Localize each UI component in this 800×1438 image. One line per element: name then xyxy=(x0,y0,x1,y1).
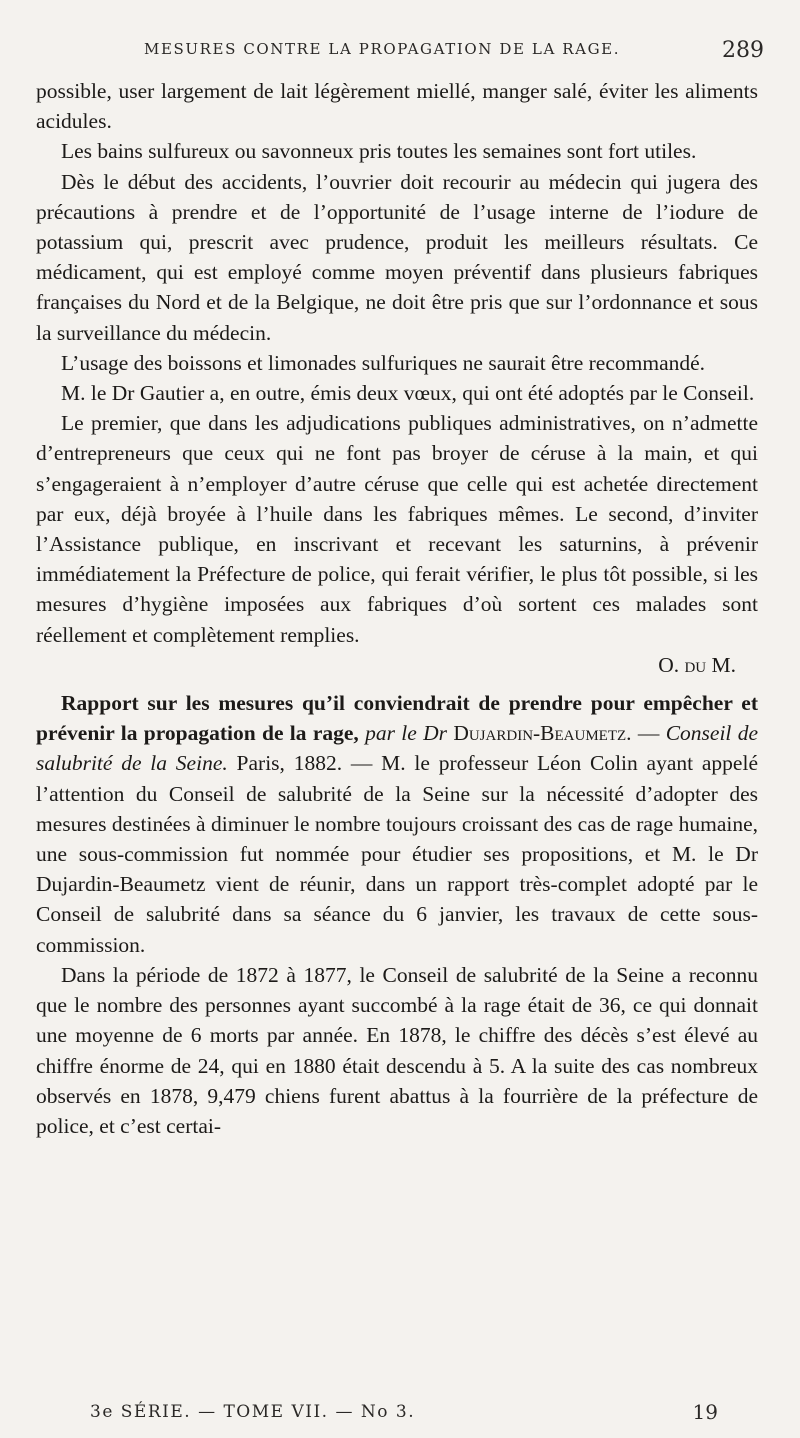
paragraph: Dans la période de 1872 à 1877, le Conseil de salubrité de la Seine a reconnu que le nombre des personnes ayant succombé à la rage était de 36, ce qui donnait une moyenne de 6 morts par année. En 1878, le chiffre des décès s’est élevé au chiffre énorme de 24, qui en 1880 était descendu à 5. A la suite des cas nombreux observés en 1878, 9,479 chiens furent abattus à la fourrière de la préfecture de police, et c’est certai- xyxy=(36,962,758,1138)
report-heading-paragraph xyxy=(36,688,758,960)
paragraph: Dès le début des accidents, l’ouvrier doit recourir au médecin qui jugera des précautions à prendre et de l’opportunité de l’usage interne de l’iodure de potassium qui, prescrit avec prudence, produit les meilleurs résultats. Ce médicament, qui est employé comme moyen préventif dans plusieurs fabriques françaises du Nord et de la Belgique, ne doit être pris que sur l’ordonnance et sous la surveillance du médecin. xyxy=(36,169,758,345)
paragraph: Le premier, que dans les adjudications publiques administratives, on n’admette d’entrepreneurs que ceux qui ne font pas broyer de céruse à la main, et qui s’engageraient à n’employer d’autre céruse que celle qui est achetée directement par eux, déjà broyée à l’huile dans les fabriques mêmes. Le second, d’inviter l’Assistance publique, en inscrivant et recevant les saturnins, à prévenir immédiatement la Préfecture de police, qui ferait vérifier, le plus tôt possible, si les mesures d’hygiène imposées aux fabriques d’où sortent ces malades sont réellement et complètement remplies. xyxy=(36,411,758,647)
series-line: 3e SÉRIE. — TOME VII. — No 3. xyxy=(90,1402,416,1422)
report-title: Rapport sur les mesures qu’il conviendrait de prendre pour empêcher et prévenir la propagation de la rage, xyxy=(36,691,758,746)
report-place-year: Paris, 1882. xyxy=(236,751,343,776)
paragraph: possible, user largement de lait légèrement miellé, manger salé, éviter les aliments acidules. xyxy=(36,79,758,134)
running-title: MESURES CONTRE LA PROPAGATION DE LA RAGE. xyxy=(144,40,621,58)
paragraph: L’usage des boissons et limonades sulfuriques ne saurait être recommandé. xyxy=(61,350,706,375)
signature-mark: 19 xyxy=(692,1400,718,1424)
author-signature: O. du M. xyxy=(658,652,736,677)
body-text xyxy=(36,76,758,1141)
report-author: Dujardin-Beaumetz. xyxy=(453,721,632,746)
page-footer xyxy=(40,1402,720,1428)
running-head xyxy=(40,36,768,70)
report-dash: — xyxy=(637,721,660,746)
page-number: 289 xyxy=(722,38,764,63)
report-body: — M. le professeur Léon Colin ayant appelé l’attention du Conseil de salubrité de la Seine sur la nécessité d’adopter des mesures destinées à diminuer le nombre toujours croissant des cas de rage humaine, une sous-commission fut nommée pour étudier ses propositions, et M. le Dr Dujardin-Beaumetz vient de réunir, dans un rapport très-complet adopté par le Conseil de salubrité dans sa séance du 6 janvier, les travaux de cette sous-commission. xyxy=(36,751,758,957)
paragraph: M. le Dr Gautier a, en outre, émis deux vœux, qui ont été adoptés par le Conseil. xyxy=(61,381,755,406)
paragraph: Les bains sulfureux ou savonneux pris toutes les semaines sont fort utiles. xyxy=(61,139,697,164)
report-source: Conseil de salubrité de la Seine. xyxy=(36,721,758,776)
report-author-prefix: par le Dr xyxy=(365,721,448,746)
